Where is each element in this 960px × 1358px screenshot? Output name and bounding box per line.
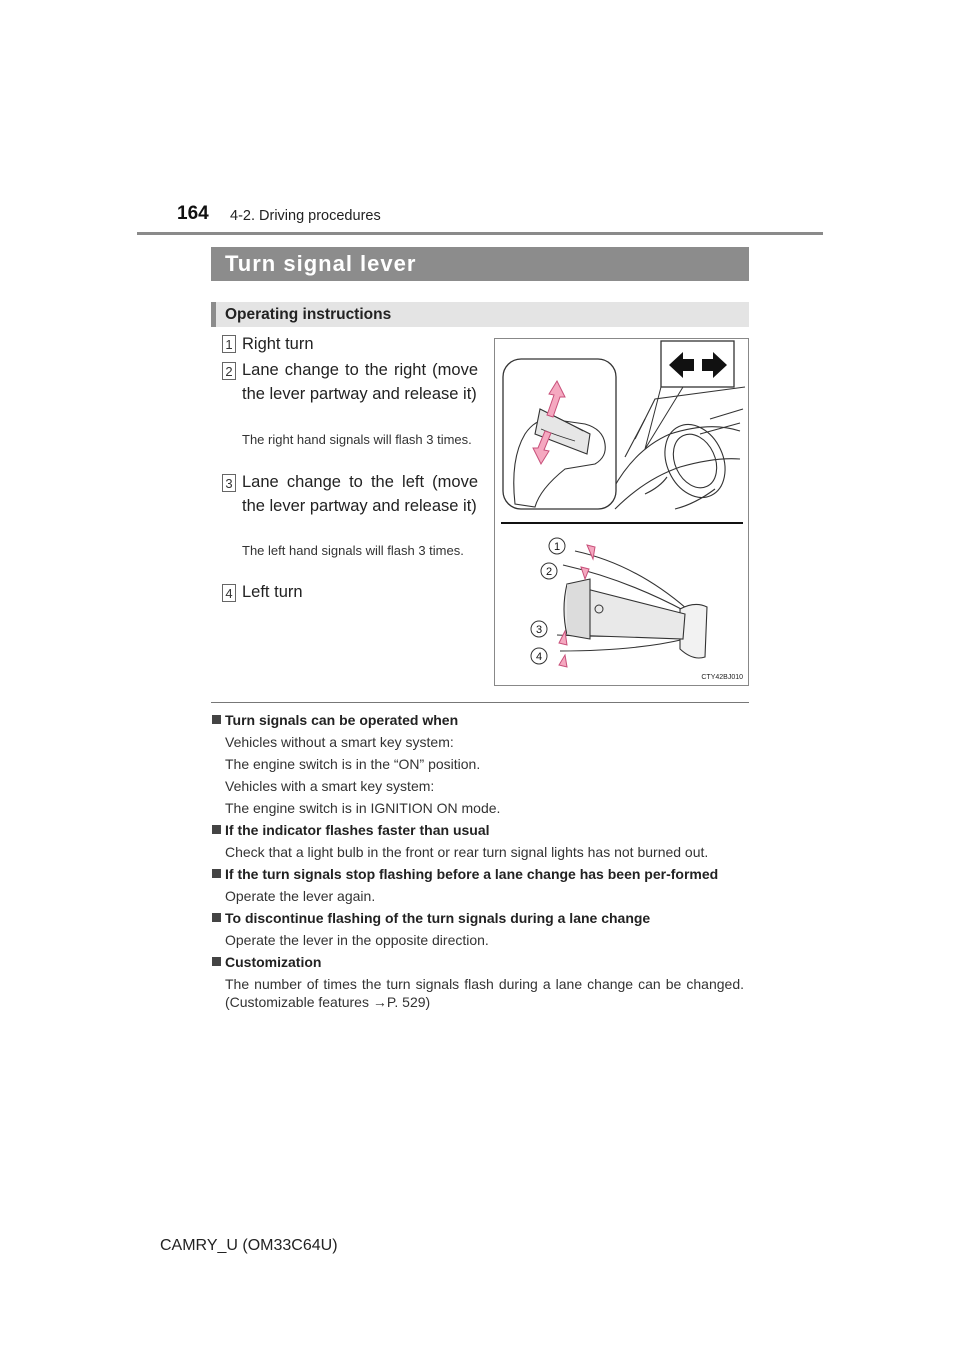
bullet-square-icon [212,715,221,724]
step-4-number [222,584,236,602]
page-title: Turn signal lever [225,251,417,276]
note-4-heading: To discontinue flashing of the turn signals during a lane change [212,909,744,927]
step-2-note: The right hand signals will flash 3 times. [242,432,472,447]
section-rule [211,702,749,703]
step-1-number [222,335,236,353]
step-1-digit: 1 [225,337,233,352]
step-3-note: The left hand signals will flash 3 times. [242,543,464,558]
bullet-square-icon [212,825,221,834]
step-3-digit: 3 [225,476,233,491]
note-3-heading: If the turn signals stop flashing before a lane change has been per-formed [212,865,744,883]
note-1-line-2: The engine switch is in the “ON” position. [225,756,481,772]
note-4-line-1: Operate the lever in the opposite direction. [225,932,489,948]
callout-2: 2 [545,566,553,578]
section-title: 4-2. Driving procedures [230,208,381,224]
page-number: 164 [177,203,209,224]
bullet-square-icon [212,913,221,922]
title-bar [211,247,749,281]
step-2-number [222,362,236,380]
note-1-line-3: Vehicles with a smart key system: [225,778,435,794]
note-3-line-1: Operate the lever again. [225,888,376,904]
notes-section [212,707,744,1011]
step-3-number [222,474,236,492]
footer-model-code: CAMRY_U (OM33C64U) [160,1237,338,1254]
callout-3: 3 [535,624,543,636]
note-1-heading: Turn signals can be operated when [212,711,744,729]
note-5-line-1: The number of times the turn signals flash during a lane change can be changed. (Customizable features →P. 529) [225,976,744,1010]
callout-1: 1 [553,541,561,553]
dashboard-illustration [613,387,745,509]
bullet-square-icon [212,869,221,878]
note-2-line-1: Check that a light bulb in the front or rear turn signal lights has not burned out. [225,844,709,860]
indicator-callout [645,341,734,449]
bullet-square-icon [212,957,221,966]
note-5-heading: Customization [212,953,744,971]
step-1-text: Right turn [242,335,314,353]
step-4-text: Left turn [242,583,303,601]
subtitle: Operating instructions [225,306,392,323]
step-4-digit: 4 [225,586,233,601]
callout-4: 4 [535,651,543,663]
hand-zoom [503,359,616,509]
step-3-text: Lane change to the left (move the lever partway and release it) [242,473,478,515]
lever-illustration [557,551,707,658]
step-2-digit: 2 [225,364,233,379]
header-rule [137,232,823,235]
turn-signal-figure [494,338,749,686]
note-1-line-1: Vehicles without a smart key system: [225,734,454,750]
figure-code: CTY42BJ010 [701,674,743,681]
note-1-line-4: The engine switch is in IGNITION ON mode. [225,800,501,816]
note-2-heading: If the indicator flashes faster than usual [212,821,744,839]
step-2-text: Lane change to the right (move the lever partway and release it) [242,361,478,403]
subtitle-bar [211,302,749,327]
